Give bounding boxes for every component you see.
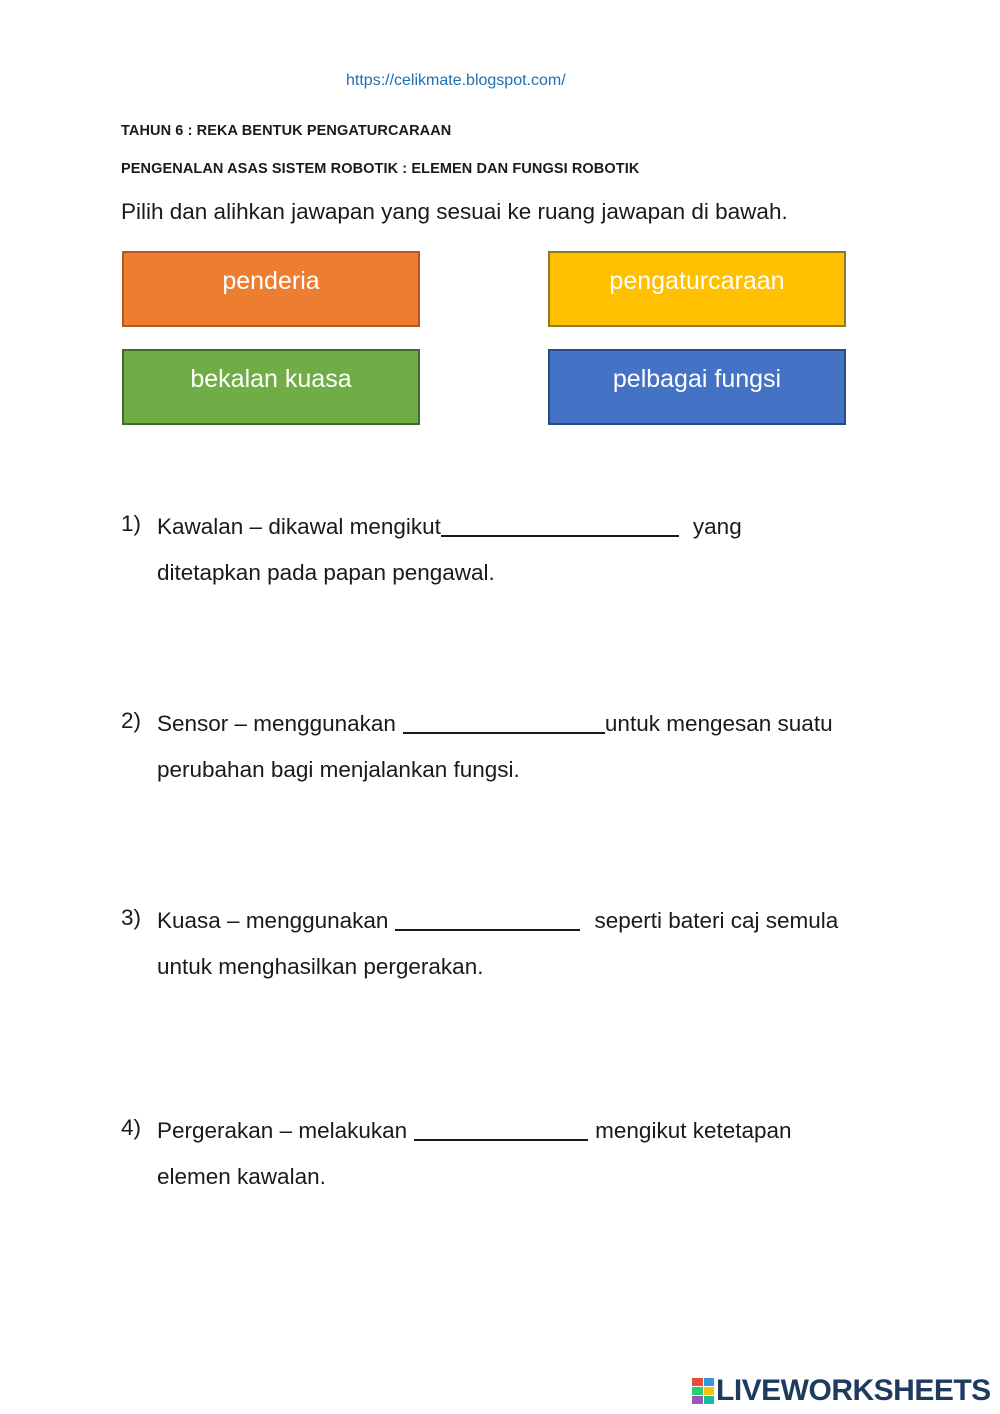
- question-line-2: untuk menghasilkan pergerakan.: [157, 954, 484, 979]
- source-url[interactable]: https://celikmate.blogspot.com/: [346, 72, 566, 89]
- question-number: 4): [121, 1115, 142, 1140]
- question-line: [157, 1115, 792, 1144]
- logo-square: [692, 1396, 703, 1404]
- answer-drop-zone-1[interactable]: [441, 511, 679, 537]
- logo-square: [704, 1396, 715, 1404]
- answer-drop-zone-2[interactable]: [403, 708, 605, 734]
- question-text: Kuasa – menggunakan: [157, 908, 389, 933]
- instruction-text: Pilih dan alihkan jawapan yang sesuai ke ruang jawapan di bawah.: [121, 199, 788, 224]
- question-text: yang: [692, 514, 742, 539]
- answer-option-penderia[interactable]: penderia: [122, 251, 420, 327]
- logo-square: [704, 1378, 715, 1386]
- liveworksheets-logo-icon: [692, 1378, 714, 1404]
- question-number: 3): [121, 905, 142, 930]
- question-line-2: elemen kawalan.: [157, 1164, 326, 1189]
- question-line-2: ditetapkan pada papan pengawal.: [157, 560, 495, 585]
- answer-option-bekalan-kuasa[interactable]: bekalan kuasa: [122, 349, 420, 425]
- question-line-2: perubahan bagi menjalankan fungsi.: [157, 757, 520, 782]
- logo-square: [692, 1387, 703, 1395]
- question-line: [157, 511, 742, 540]
- question-text: Kawalan – dikawal mengikut: [157, 514, 441, 539]
- liveworksheets-logo[interactable]: [692, 1374, 991, 1408]
- question-text: seperti bateri caj semula: [594, 908, 839, 933]
- question-text: Pergerakan – melakukan: [157, 1118, 408, 1143]
- question-text: mengikut ketetapan: [595, 1118, 792, 1143]
- logo-square: [692, 1378, 703, 1386]
- answer-drop-zone-3[interactable]: [395, 905, 580, 931]
- question-line: [157, 905, 838, 934]
- question-number: 1): [121, 511, 142, 536]
- question-number: 2): [121, 708, 142, 733]
- worksheet-subtitle: PENGENALAN ASAS SISTEM ROBOTIK : ELEMEN DAN FUNGSI ROBOTIK: [121, 161, 640, 177]
- answer-option-pelbagai-fungsi[interactable]: pelbagai fungsi: [548, 349, 846, 425]
- question-text: untuk mengesan suatu: [604, 711, 833, 736]
- logo-square: [704, 1387, 715, 1395]
- question-text: Sensor – menggunakan: [157, 711, 396, 736]
- question-line: [157, 708, 833, 737]
- answer-option-pengaturcaraan[interactable]: pengaturcaraan: [548, 251, 846, 327]
- logo-text: LIVEWORKSHEETS: [716, 1374, 991, 1407]
- worksheet-title: TAHUN 6 : REKA BENTUK PENGATURCARAAN: [121, 123, 452, 139]
- answer-drop-zone-4[interactable]: [414, 1115, 588, 1141]
